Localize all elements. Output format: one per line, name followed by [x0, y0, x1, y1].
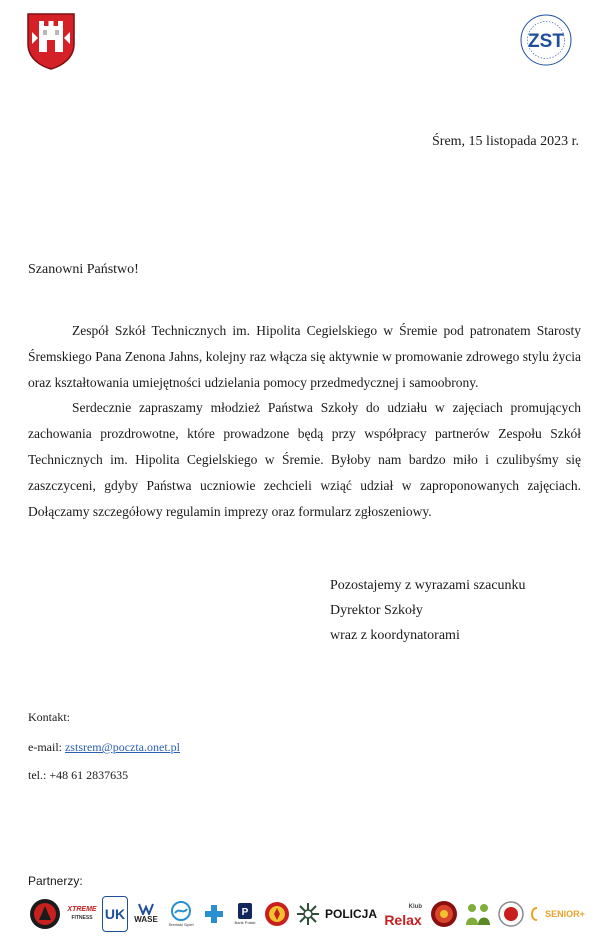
- signature-block: [330, 573, 526, 648]
- letter-date: Śrem, 15 listopada 2023 r.: [432, 134, 579, 149]
- email-label: e-mail:: [28, 740, 65, 754]
- partners-label: Partnerzy:: [28, 874, 83, 888]
- border-guard-emblem-icon: [294, 896, 322, 932]
- xtreme-fitness-logo: XTREME FITNESS: [67, 906, 97, 921]
- salutation: Szanowni Państwo!: [28, 262, 139, 277]
- closing-line: Pozostajemy z wyrazami szacunku: [330, 578, 526, 593]
- round-badge-icon: [497, 896, 525, 932]
- partner-logos: [28, 894, 583, 934]
- signatory-title: Dyrektor Szkoły: [330, 603, 423, 618]
- zst-school-logo: [520, 12, 572, 68]
- zst-logo-text: ZST: [528, 31, 564, 52]
- svg-text:P: P: [241, 907, 249, 918]
- seniors-icon: [462, 896, 494, 932]
- letter-body: [28, 318, 581, 524]
- medical-cross-icon: [201, 896, 227, 932]
- klub-relax-logo: Klub Relax: [384, 904, 422, 928]
- poviat-crest-icon: [26, 12, 76, 70]
- policja-logo: POLICJA: [325, 907, 377, 921]
- paragraph-2: Serdecznie zapraszamy młodzież Państwa Szkoły do udziału w zajęciach promujących zachowania prozdrowotne, które prowadzone będą przy współpracy partnerów Zespołu Szkół Technicznych im. Hipolita Cegielskiego w Śremie. Byłoby nam bardzo miło i czulibyśmy się zaszczyceni, gdyby Państwa uczniowie zechcieli wziąć udział w zaproponowanych zajęciach. Dołączamy szczegółowy regulamin imprezy oraz formularz zgłoszeniowy.: [28, 400, 581, 519]
- bank-logo: P Bank Polski: [230, 896, 260, 932]
- email-row: [28, 740, 180, 754]
- contact-heading: Kontakt:: [28, 710, 70, 724]
- sport-club-logo: Śremski Sport: [164, 896, 198, 932]
- fire-service-emblem-icon: [263, 896, 291, 932]
- red-round-emblem-icon: [429, 896, 459, 932]
- uk-logo: UK: [102, 896, 128, 932]
- wase-logo: WASE: [131, 896, 161, 932]
- senior-plus-logo: SENIOR+: [528, 896, 588, 932]
- phone-row: tel.: +48 61 2837635: [28, 768, 129, 782]
- signatory-coordinators: wraz z koordynatorami: [330, 628, 460, 643]
- round-emblem-icon: [28, 896, 62, 932]
- paragraph-1: Zespół Szkół Technicznych im. Hipolita Cegielskiego w Śremie pod patronatem Starosty Śremskiego Pana Zenona Jahns, kolejny raz włącza się aktywnie w promowanie zdrowego stylu życia oraz kształtowania umiejętności udzielania pomocy przedmedycznej i samoobrony.: [28, 323, 581, 390]
- email-link[interactable]: zstsrem@poczta.onet.pl: [64, 740, 180, 754]
